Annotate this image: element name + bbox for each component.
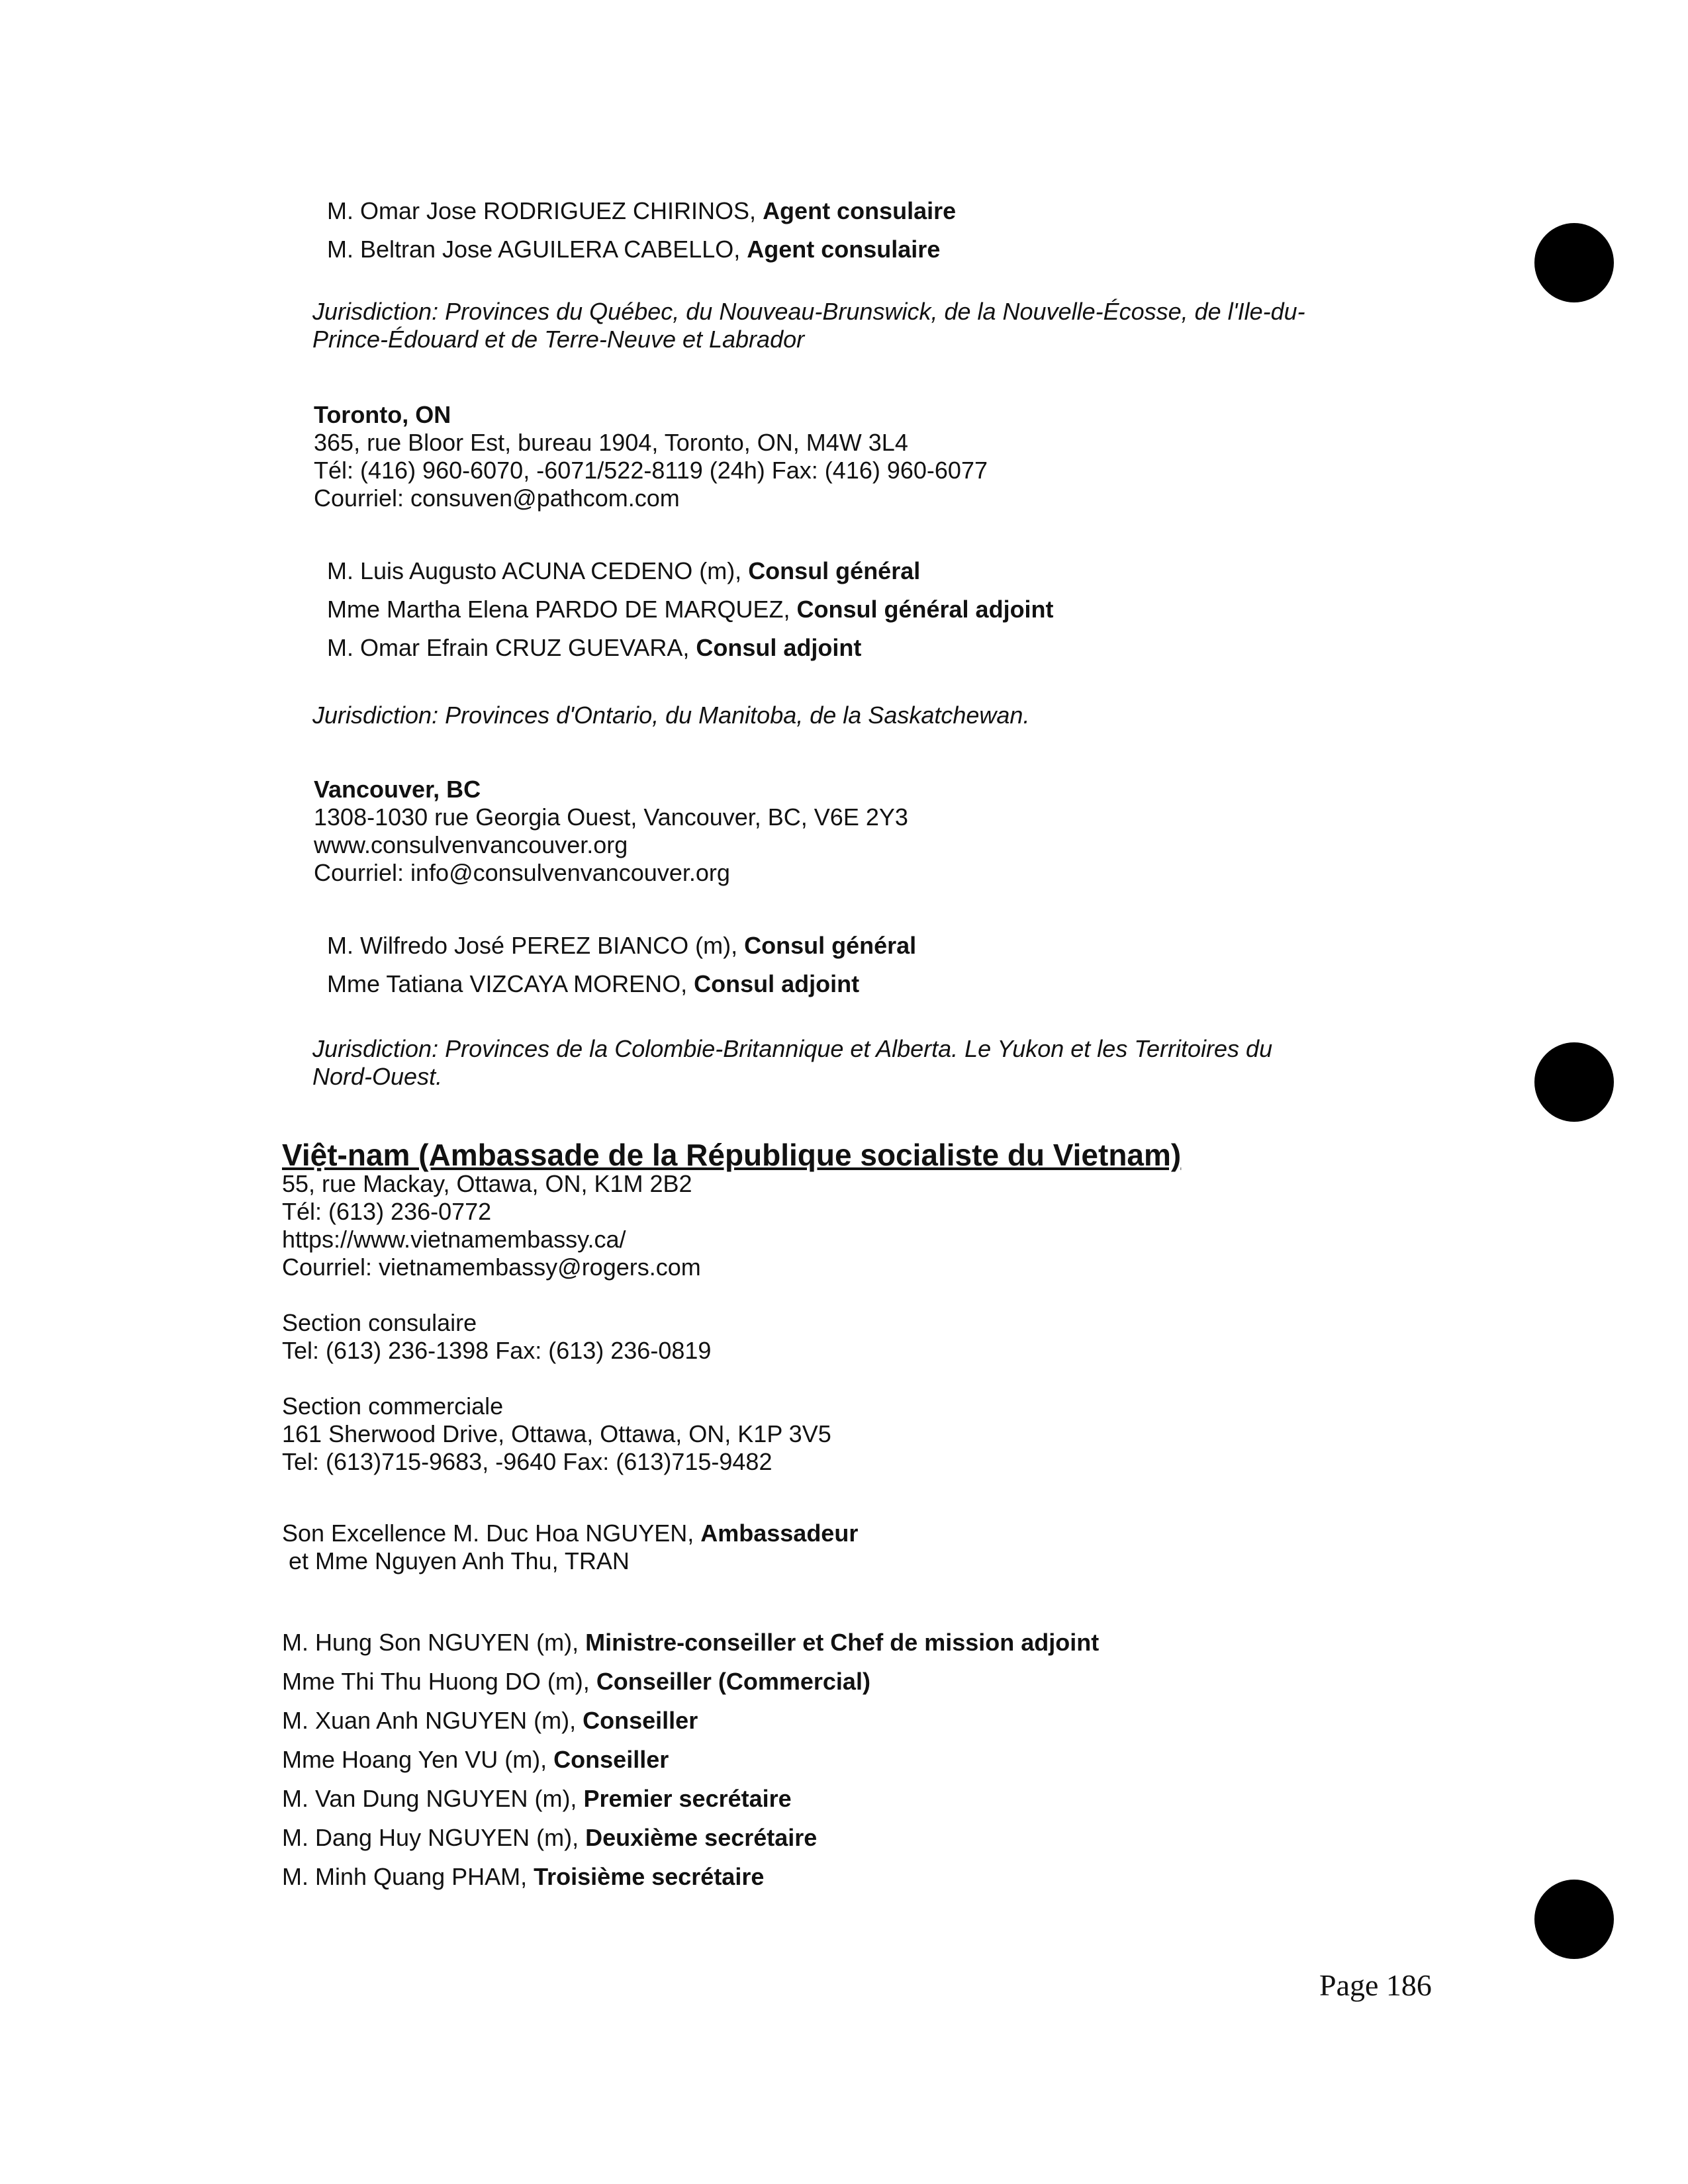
staff-row: M. Luis Augusto ACUNA CEDENO (m), Consul général	[327, 557, 921, 584]
address-line: 365, rue Bloor Est, bureau 1904, Toronto, ON, M4W 3L4	[314, 429, 908, 456]
toronto-staff-list	[327, 552, 1054, 667]
page-number: Page 186	[1319, 1968, 1432, 2002]
staff-row: M. Omar Efrain CRUZ GUEVARA, Consul adjoint	[327, 634, 862, 661]
staff-row: Mme Tatiana VIZCAYA MORENO, Consul adjoint	[327, 970, 860, 997]
vietnam-ambassador: Son Excellence M. Duc Hoa NGUYEN, Ambassadeur et Mme Nguyen Anh Thu, TRAN	[282, 1520, 859, 1574]
vietnam-commercial-section: Section commerciale 161 Sherwood Drive, Ottawa, Ottawa, ON, K1P 3V5 Tel: (613)715-9683, -9640 Fax: (613)715-9482	[282, 1392, 831, 1475]
vietnam-section-title: Việt-nam (Ambassade de la République socialiste du Vietnam)	[282, 1138, 1182, 1172]
phone-line: Tél: (416) 960-6070, -6071/522-8119 (24h) Fax: (416) 960-6077	[314, 457, 988, 484]
phone-line: Tél: (613) 236-0772	[282, 1198, 492, 1225]
montreal-staff-list	[327, 192, 956, 269]
staff-row: M. Van Dung NGUYEN (m), Premier secrétaire	[282, 1785, 792, 1812]
vietnam-embassy-address	[282, 1170, 701, 1281]
staff-row: M. Beltran Jose AGUILERA CABELLO, Agent consulaire	[327, 236, 941, 263]
vietnam-staff-list	[282, 1623, 1099, 1896]
binder-hole-top	[1534, 223, 1614, 302]
vietnam-consular-section: Section consulaire Tel: (613) 236-1398 Fax: (613) 236-0819	[282, 1309, 712, 1364]
city-heading: Vancouver, BC	[314, 776, 481, 803]
address-line: 1308-1030 rue Georgia Ouest, Vancouver, BC, V6E 2Y3	[314, 803, 908, 831]
email-line: Courriel: vietnamembassy@rogers.com	[282, 1253, 701, 1281]
email-line: Courriel: info@consulvenvancouver.org	[314, 859, 730, 886]
toronto-jurisdiction: Jurisdiction: Provinces d'Ontario, du Manitoba, de la Saskatchewan.	[312, 702, 1030, 729]
staff-row: Mme Martha Elena PARDO DE MARQUEZ, Consul général adjoint	[327, 596, 1054, 623]
vancouver-jurisdiction: Jurisdiction: Provinces de la Colombie-Britannique et Alberta. Le Yukon et les Territoires du Nord-Ouest.	[312, 1035, 1273, 1090]
montreal-jurisdiction: Jurisdiction: Provinces du Québec, du Nouveau-Brunswick, de la Nouvelle-Écosse, de l'Ile-du- Prince-Édouard et de Terre-Neuve et Labrador	[312, 298, 1305, 353]
staff-row: M. Hung Son NGUYEN (m), Ministre-conseiller et Chef de mission adjoint	[282, 1629, 1100, 1656]
staff-row: Mme Hoang Yen VU (m), Conseiller	[282, 1746, 669, 1773]
staff-row: M. Dang Huy NGUYEN (m), Deuxième secrétaire	[282, 1824, 818, 1851]
website-line: https://www.vietnamembassy.ca/	[282, 1226, 626, 1253]
city-heading: Toronto, ON	[314, 401, 451, 428]
website-line: www.consulvenvancouver.org	[314, 831, 628, 858]
staff-row: M. Minh Quang PHAM, Troisième secrétaire	[282, 1863, 765, 1890]
address-line: 55, rue Mackay, Ottawa, ON, K1M 2B2	[282, 1170, 692, 1197]
toronto-consulate	[314, 401, 988, 512]
staff-row: M. Omar Jose RODRIGUEZ CHIRINOS, Agent consulaire	[327, 197, 957, 224]
vancouver-consulate	[314, 776, 908, 887]
staff-row: Mme Thi Thu Huong DO (m), Conseiller (Commercial)	[282, 1668, 870, 1695]
staff-row: M. Wilfredo José PEREZ BIANCO (m), Consul général	[327, 932, 917, 959]
binder-hole-middle	[1534, 1042, 1614, 1122]
binder-hole-bottom	[1534, 1880, 1614, 1959]
vancouver-staff-list	[327, 927, 916, 1003]
staff-row: M. Xuan Anh NGUYEN (m), Conseiller	[282, 1707, 698, 1734]
email-line: Courriel: consuven@pathcom.com	[314, 484, 680, 512]
